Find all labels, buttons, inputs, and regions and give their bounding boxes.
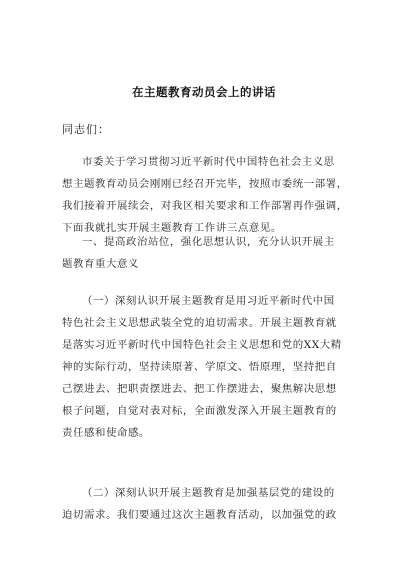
- paragraph-subsection-1: [62, 290, 352, 444]
- paragraph-line: 责任感和使命感。: [62, 427, 150, 439]
- paragraph-line: 题教育重大意义: [62, 258, 139, 270]
- paragraph-line: 下面我就扎实开展主题教育工作讲三点意见。: [62, 222, 282, 234]
- paragraph-line: 特色社会主义思想武装全党的迫切需求。开展主题教育就: [62, 317, 337, 329]
- paragraph-line: 我们接着开展续会，对我区相关要求和工作部署再作强调，: [62, 200, 348, 212]
- paragraph-line: 迫切需求。我们要通过这次主题教育活动，以加强党的政: [62, 509, 337, 521]
- paragraph-line: 想主题教育动员会刚刚已经召开完毕，按照市委统一部署，: [62, 178, 348, 190]
- paragraph-line: 根子问题，自觉对表对标，全面激发深入开展主题教育的: [62, 405, 337, 417]
- paragraph-line: 市委关于学习贯彻习近平新时代中国特色社会主义思: [82, 156, 335, 168]
- document-title: 在主题教育动员会上的讲话: [132, 85, 276, 99]
- section-heading-1: [62, 231, 352, 275]
- paragraph-line: 己摆进去、把职责摆进去、把工作摆进去，聚焦解决思想: [62, 383, 337, 395]
- paragraph-intro: [62, 151, 352, 239]
- paragraph-line: （二）深刻认识开展主题教育是加强基层党的建设的: [82, 487, 335, 499]
- paragraph-line: 是落实习近平新时代中国特色社会主义思想和党的XX大精: [62, 339, 342, 351]
- paragraph-line: 一、提高政治站位，强化思想认识，充分认识开展主: [82, 236, 335, 248]
- paragraph-line: 神的实际行动，坚持读原著、学原文、悟原理，坚持把自: [62, 361, 337, 373]
- salutation: 同志们：: [62, 123, 110, 136]
- paragraph-subsection-2: [62, 482, 352, 526]
- paragraph-line: （一）深刻认识开展主题教育是用习近平新时代中国: [82, 295, 335, 307]
